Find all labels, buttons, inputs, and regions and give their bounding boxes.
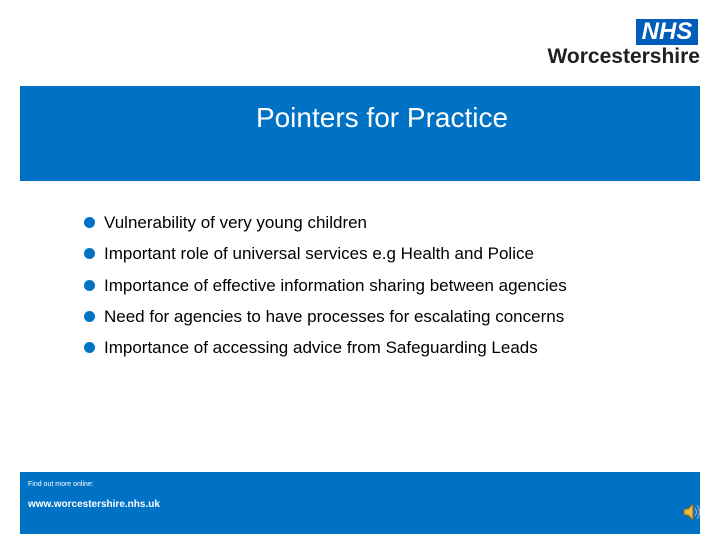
bullet-item — [84, 207, 567, 238]
bullet-item — [84, 238, 567, 269]
title-band — [20, 86, 700, 181]
org-name: Worcestershire — [547, 45, 700, 68]
slide-title: Pointers for Practice — [255, 102, 509, 133]
bullet-text: Vulnerability of very young children — [104, 213, 368, 232]
bullet-dot-icon — [84, 248, 95, 259]
footer-url-link[interactable]: www.worcestershire.nhs.uk — [28, 499, 160, 510]
footer-label: Find out more online: — [28, 481, 94, 488]
nhs-worcestershire-logo — [547, 18, 700, 69]
speaker-icon[interactable] — [682, 500, 702, 524]
bullet-dot-icon — [84, 342, 95, 353]
bullet-text: Important role of universal services e.g Health and Police — [104, 244, 534, 264]
bullet-dot-icon — [84, 280, 95, 291]
nhs-badge: NHS — [636, 19, 698, 45]
bullet-item — [84, 270, 567, 301]
bullet-dot-icon — [84, 311, 95, 322]
bullet-list — [84, 207, 567, 363]
bullet-text: Importance of effective information sharing between agencies — [104, 275, 567, 295]
bullet-text: Need for agencies to have processes for escalating concerns — [104, 306, 565, 326]
footer-band — [20, 472, 700, 534]
bullet-dot-icon — [84, 217, 95, 228]
bullet-item — [84, 332, 567, 363]
bullet-text: Importance of accessing advice from Safeguarding Leads — [104, 338, 538, 358]
bullet-item — [84, 301, 567, 332]
